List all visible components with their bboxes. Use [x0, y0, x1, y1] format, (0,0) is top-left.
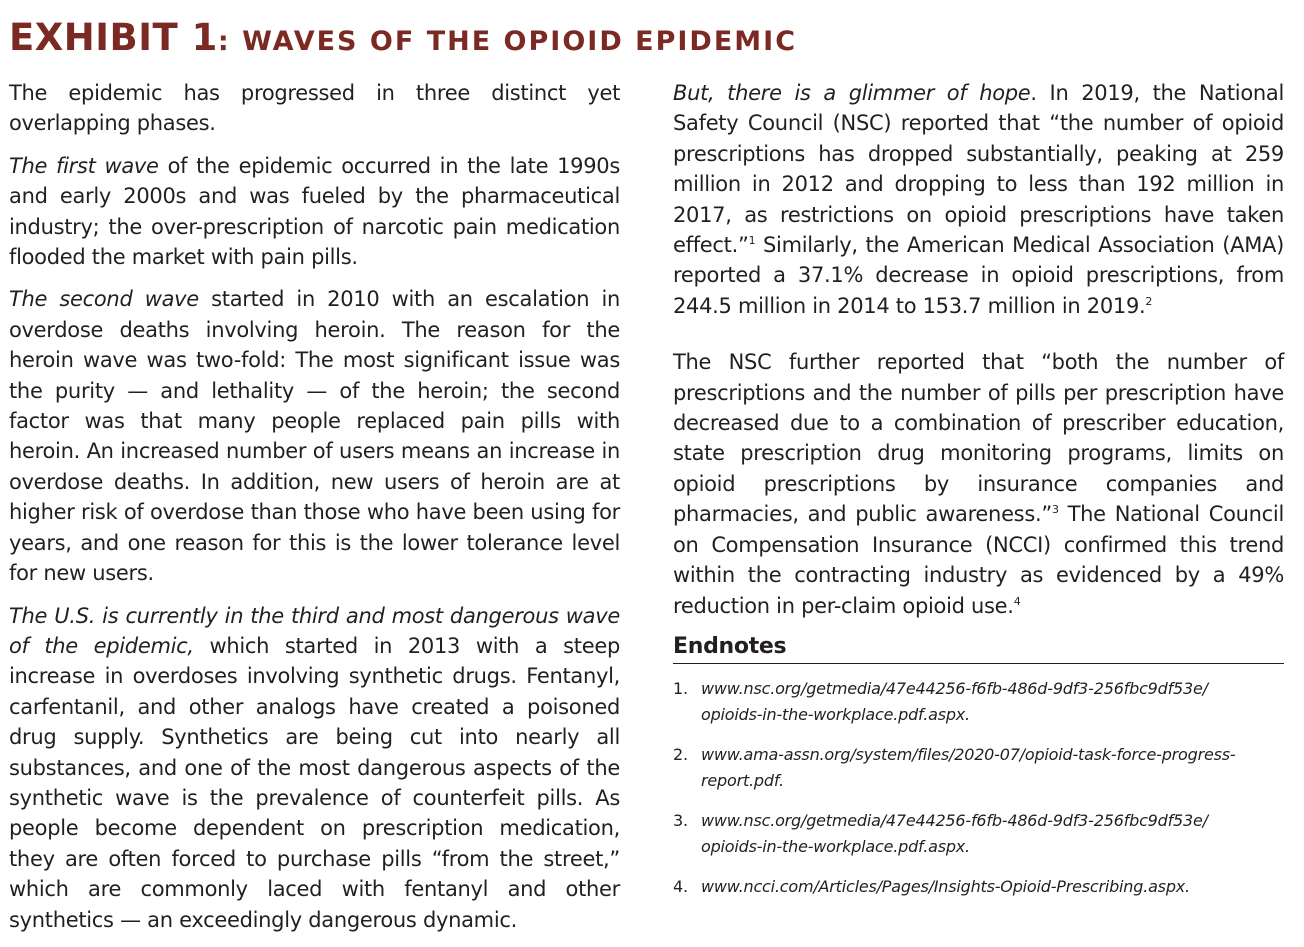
endnote-item — [673, 808, 1284, 860]
endnote-item — [673, 676, 1284, 728]
first-wave-text: of the epidemic occurred in the late 1990s and early 2000s and was fueled by the pharmaceutical industry; the over-prescription of narcotic pain medication flooded the market with pain pills. — [9, 153, 621, 270]
endnote-link-line1[interactable]: www.ncci.com/Articles/Pages/Insights-Opioid-Prescribing.aspx. — [701, 876, 1190, 896]
right-column — [673, 78, 1284, 914]
first-wave-label: The first wave — [9, 153, 159, 178]
endnote-link-line1[interactable]: www.nsc.org/getmedia/47e44256-f6fb-486d-9df3-256fbc9df53e/ — [701, 810, 1208, 830]
endnote-item — [673, 742, 1284, 794]
second-wave-paragraph — [9, 284, 620, 588]
left-column — [9, 78, 620, 947]
endnote-link-line1[interactable]: www.nsc.org/getmedia/47e44256-f6fb-486d-9df3-256fbc9df53e/ — [701, 678, 1208, 698]
endnote-number: 1. — [673, 678, 688, 698]
hope-label: But, there is a glimmer of hope — [673, 81, 1031, 105]
nsc-text-a: The NSC further reported that “both the number of prescriptions and the number of pills per prescription have decreased due to a combination of prescriber education, state prescription drug monitoring programs, limits on opioid prescriptions by insurance companies and pharmacies, and public awareness.” — [673, 350, 1284, 527]
hope-text-a: . In 2019, the National Safety Council (NSC) reported that “the number of opioid prescriptions has dropped substantially, peaking at 259 million in 2012 and dropping to less than 192 million in 2017, as restrictions on opioid prescriptions have taken effect.” — [673, 81, 1284, 258]
endnote-number: 4. — [673, 876, 688, 896]
endnote-ref-4: 4 — [1013, 594, 1021, 608]
endnote-link-line2[interactable]: report.pdf. — [701, 770, 784, 790]
first-wave-paragraph — [9, 151, 620, 273]
hope-text-b: Similarly, the American Medical Association (AMA) reported a 37.1% decrease in opioid prescriptions, from 244.5 million in 2014 to 153.7 million in 2019. — [673, 233, 1284, 318]
second-wave-text: started in 2010 with an escalation in overdose deaths involving heroin. The reason for the heroin wave was two-fold: The most significant issue was the purity — and lethality — of the heroin; the second factor was that many people replaced pain pills with heroin. An increased number of users means an increase in overdose deaths. In addition, new users of heroin are at higher risk of overdose than those who have been using for years, and one reason for this is the lower tolerance level for new users. — [9, 287, 621, 586]
endnote-link-line2[interactable]: opioids-in-the-workplace.pdf.aspx. — [701, 836, 970, 856]
endnote-link-line2[interactable]: opioids-in-the-workplace.pdf.aspx. — [701, 704, 970, 724]
third-wave-label: The U.S. is currently in the third and most dangerous wave of the epidemic, — [9, 603, 620, 658]
endnote-ref-2: 2 — [1145, 294, 1153, 308]
second-wave-label: The second wave — [9, 287, 199, 312]
hope-paragraph — [673, 78, 1284, 321]
endnotes-list — [673, 676, 1284, 900]
endnotes-heading: Endnotes — [673, 633, 1284, 664]
endnote-link-line1[interactable]: www.ama-assn.org/system/files/2020-07/opioid-task-force-progress- — [701, 744, 1236, 764]
third-wave-text: which started in 2013 with a steep increase in overdoses involving synthetic drugs. Fentanyl, carfentanil, and other analogs have created a poisoned drug supply. Synthetics are being cut into nearly all substances, and one of the most dangerous aspects of the synthetic wave is the prevalence of counterfeit pills. As people become dependent on prescription medication, they are often forced to purchase pills “from the street,” which are commonly laced with fentanyl and other synthetics — an exceedingly dangerous dynamic. — [9, 633, 620, 932]
exhibit-colon: : — [217, 26, 231, 57]
exhibit-label: EXHIBIT 1 — [9, 16, 218, 59]
intro-paragraph: The epidemic has progressed in three distinct yet overlapping phases. — [9, 81, 620, 136]
nsc-paragraph — [673, 347, 1284, 621]
endnote-number: 2. — [673, 744, 688, 764]
exhibit-title — [9, 18, 797, 58]
endnote-number: 3. — [673, 810, 688, 830]
endnote-ref-1: 1 — [748, 234, 756, 248]
nsc-text-b: The National Council on Compensation Insurance (NCCI) confirmed this trend within the contracting industry as evidenced by a 49% reduction in per-claim opioid use. — [673, 502, 1284, 618]
third-wave-paragraph — [9, 601, 620, 935]
endnote-item — [673, 874, 1284, 900]
endnote-ref-3: 3 — [1051, 503, 1059, 517]
exhibit-heading: WAVES OF THE OPIOID EPIDEMIC — [230, 26, 798, 57]
